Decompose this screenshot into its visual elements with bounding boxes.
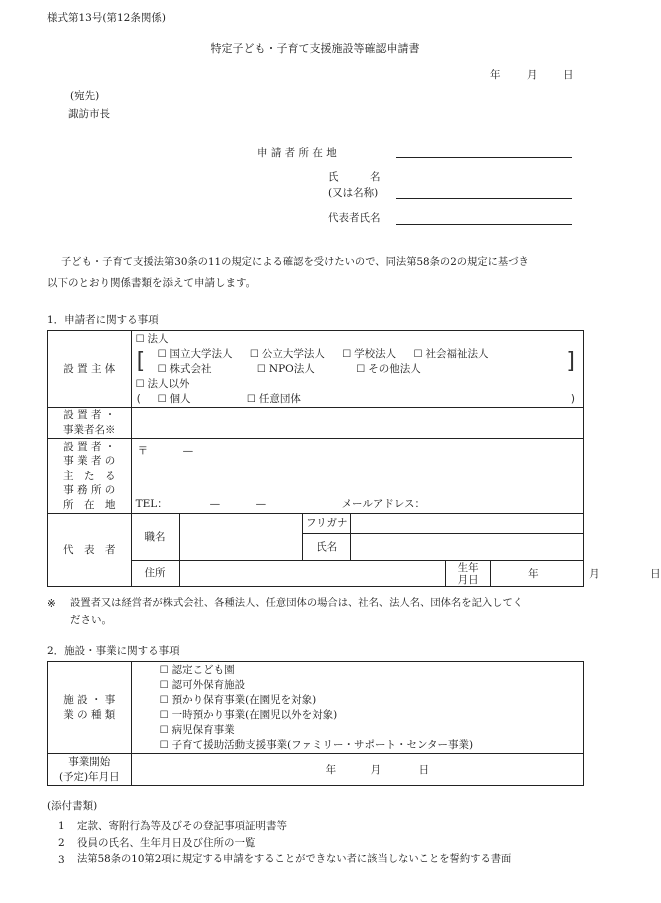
- tel-label: TEL：: [135, 498, 168, 510]
- attachment-item-3: 法第58条の10第2項に規定する申請をすることができない者に該当しないことを誓約する書面: [77, 853, 512, 865]
- facility-table: [47, 661, 584, 786]
- start-date-field[interactable]: [131, 754, 583, 786]
- attachment-item-1: 定款、寄附行為等及びその登記事項証明書等: [77, 820, 287, 832]
- non-corp-individual-checkbox[interactable]: ☐ 個人: [158, 392, 244, 407]
- attachment-item-2: 役員の氏名、生年月日及び住所の一覧: [77, 837, 256, 849]
- rep-furigana-row: [48, 514, 584, 534]
- corp-type-npo-checkbox[interactable]: ☐ NPO法人: [257, 362, 353, 377]
- facility-type-options: [131, 662, 583, 754]
- body-text-line2: 以下のとおり関係書類を添えて申請します。: [47, 277, 257, 289]
- section1-heading: 1．申請者に関する事項: [47, 314, 159, 326]
- birth-date-field[interactable]: [491, 561, 661, 587]
- representative-name-label: 代表者氏名: [328, 212, 381, 224]
- note-mark: ※: [47, 598, 56, 610]
- tel-dash-1: —: [209, 498, 221, 510]
- attachments-heading: (添付書類): [47, 800, 98, 812]
- type-temporary-care-checkbox[interactable]: ☐ 一時預かり事業(在園児以外を対象): [160, 709, 338, 721]
- note-line1: 設置者又は経営者が株式会社、各種法人、任意団体の場合は、社名、法人名、団体名を記入してく: [70, 597, 524, 609]
- corp-type-school-checkbox[interactable]: ☐ 学校法人: [342, 347, 396, 362]
- birth-day: 日: [650, 568, 661, 580]
- addressee: 諏訪市長: [68, 108, 110, 120]
- type-extended-care-checkbox[interactable]: ☐ 預かり保育事業(在園児を対象): [160, 694, 317, 706]
- birth-label: 生年 月日: [446, 561, 491, 587]
- type-certified-kodomoen-checkbox[interactable]: ☐ 認定こども園: [160, 664, 235, 676]
- applicant-table: [47, 330, 661, 587]
- form-number: 様式第13号(第12条関係): [47, 12, 166, 24]
- date-day: 日: [563, 69, 574, 81]
- rep-name-label: 氏名: [303, 534, 351, 561]
- corp-type-stock-company-checkbox[interactable]: ☐ 株式会社: [158, 362, 254, 377]
- representative-name-field[interactable]: [396, 224, 572, 225]
- main-office-field[interactable]: [131, 439, 583, 514]
- applicant-address-field[interactable]: [396, 157, 572, 158]
- birth-year: 年: [528, 568, 539, 580]
- date-month: 月: [527, 69, 538, 81]
- furigana-field[interactable]: [351, 514, 584, 534]
- rep-name-field[interactable]: [351, 534, 584, 561]
- type-family-support-checkbox[interactable]: ☐ 子育て援助活動支援事業(ファミリー・サポート・センター事業): [160, 739, 474, 751]
- page-title: 特定子ども・子育て支援施設等確認申請書: [210, 42, 420, 55]
- establisher-row: [48, 331, 584, 408]
- applicant-name-field[interactable]: [396, 198, 572, 199]
- postal-dash: —: [182, 445, 194, 457]
- note-line2: ださい。: [70, 614, 112, 626]
- rep-address-field[interactable]: [179, 561, 446, 587]
- rep-address-label: 住所: [131, 561, 179, 587]
- start-day: 日: [418, 764, 430, 776]
- establisher-label: 設 置 主 体: [48, 331, 132, 408]
- section2-heading: 2．施設・事業に関する事項: [47, 645, 180, 657]
- close-bracket: ]: [566, 349, 575, 374]
- attachment-item-3-num: 3: [58, 854, 65, 866]
- corp-type-public-univ-checkbox[interactable]: ☐ 公立大学法人: [250, 347, 325, 362]
- attachment-item-2-num: 2: [58, 837, 65, 849]
- open-bracket: [: [136, 349, 146, 374]
- type-unlicensed-nursery-checkbox[interactable]: ☐ 認可外保育施設: [160, 679, 245, 691]
- attachment-item-1-num: 1: [58, 820, 65, 832]
- establisher-options: [131, 331, 583, 408]
- operator-name-label: 設 置 者 ・ 事業者名※: [48, 408, 132, 439]
- facility-type-row: [48, 662, 584, 754]
- type-sick-child-care-checkbox[interactable]: ☐ 病児保育事業: [160, 724, 235, 736]
- operator-name-field[interactable]: [131, 408, 583, 439]
- main-office-label: 設 置 者 ・ 事 業 者 の 主 た る 事 務 所 の 所 在 地: [48, 439, 132, 514]
- start-date-label: 事業開始 (予定)年月日: [48, 754, 132, 786]
- start-date-row: [48, 754, 584, 786]
- close-paren: ): [570, 392, 575, 405]
- rep-label: 代 表 者: [48, 514, 132, 587]
- main-office-row: [48, 439, 584, 514]
- tel-dash-2: —: [255, 498, 267, 510]
- furigana-label: フリガナ: [303, 514, 351, 534]
- operator-name-row: [48, 408, 584, 439]
- start-month: 月: [370, 764, 382, 776]
- corporation-checkbox[interactable]: ☐ 法人: [136, 333, 169, 345]
- non-corp-group-checkbox[interactable]: ☐ 任意団体: [247, 393, 301, 405]
- postal-mark: 〒: [137, 445, 149, 457]
- open-paren: (: [136, 392, 141, 405]
- corp-type-national-univ-checkbox[interactable]: ☐ 国立大学法人: [158, 347, 233, 362]
- corp-type-social-welfare-checkbox[interactable]: ☐ 社会福祉法人: [414, 347, 489, 362]
- email-label: メールアドレス：: [341, 498, 426, 510]
- position-label: 職名: [131, 514, 179, 561]
- body-text-line1: 子ども・子育て支援法第30条の11の規定による確認を受けたいので、同法第58条の2の規定に基づき: [61, 256, 529, 268]
- applicant-name-sub-label: (又は名称): [328, 187, 379, 199]
- addressee-label: (宛先): [70, 90, 100, 102]
- start-year: 年: [325, 764, 337, 776]
- facility-type-label: 施 設 ・ 事 業 の 種 類: [48, 662, 132, 754]
- date-year: 年: [490, 69, 501, 81]
- applicant-name-label: 氏 名: [328, 171, 381, 183]
- applicant-address-label: 申 請 者 所 在 地: [257, 147, 337, 159]
- position-field[interactable]: [179, 514, 303, 561]
- birth-month: 月: [589, 568, 600, 580]
- corp-type-other-checkbox[interactable]: ☐ その他法人: [356, 363, 420, 375]
- non-corporation-checkbox[interactable]: ☐ 法人以外: [136, 378, 190, 390]
